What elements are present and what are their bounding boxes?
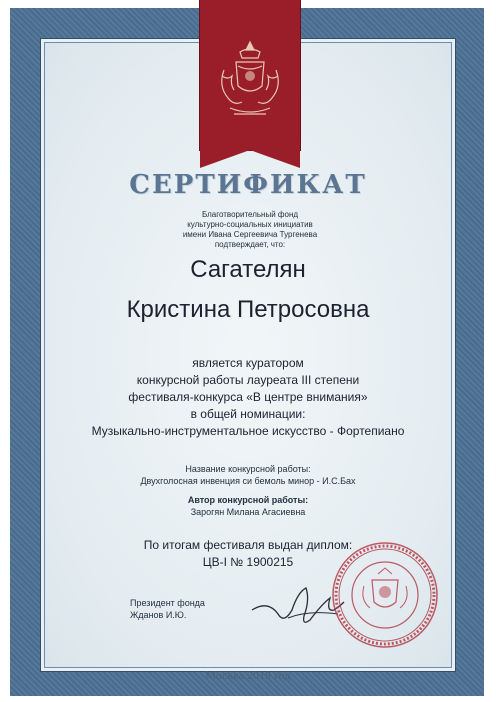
recipient-given-names: Кристина Петросовна [126,296,370,323]
ribbon-notch [200,150,300,168]
president-signature-block [130,597,205,621]
diploma-line: По итогам фестиваля выдан диплом: [143,538,353,552]
certificate-title: СЕРТИФИКАТ [129,170,367,200]
body-line: является куратором [192,356,304,370]
work-title-label: Название конкурсной работы: [185,464,311,474]
work-title-value: Двухголосная инвенция си бемоль минор - И.С.Бах [140,476,356,486]
work-author-label: Автор конкурсной работы: [187,495,309,505]
work-details [0,463,496,518]
body-line: Музыкально-инструментальное искусство - Фортепиано [91,424,405,438]
place-and-year: Москва 2019 год [205,668,291,682]
organization-seal-stamp [330,540,440,650]
body-line: фестиваля-конкурса «В центре внимания» [128,390,368,404]
president-name: Жданов И.Ю. [130,610,187,620]
certificate-body [0,355,496,440]
coat-of-arms-icon [212,36,288,126]
diploma-number: ЦВ-I № 1900215 [202,555,294,569]
issuer-organization [150,210,350,250]
org-line: Благотворительный фонд [201,210,299,219]
president-title: Президент фонда [130,598,205,608]
recipient-surname: Сагателян [190,256,306,283]
org-line: имени Ивана Сергеевича Тургенева [182,230,318,239]
body-line: конкурсной работы лауреата III степени [136,373,360,387]
body-line: в общей номинации: [190,407,306,421]
work-author-value: Зарогян Милана Агасиевна [190,507,306,517]
org-line: подтверждает, что: [214,240,286,249]
org-line: культурно-социальных инициатив [187,220,313,229]
